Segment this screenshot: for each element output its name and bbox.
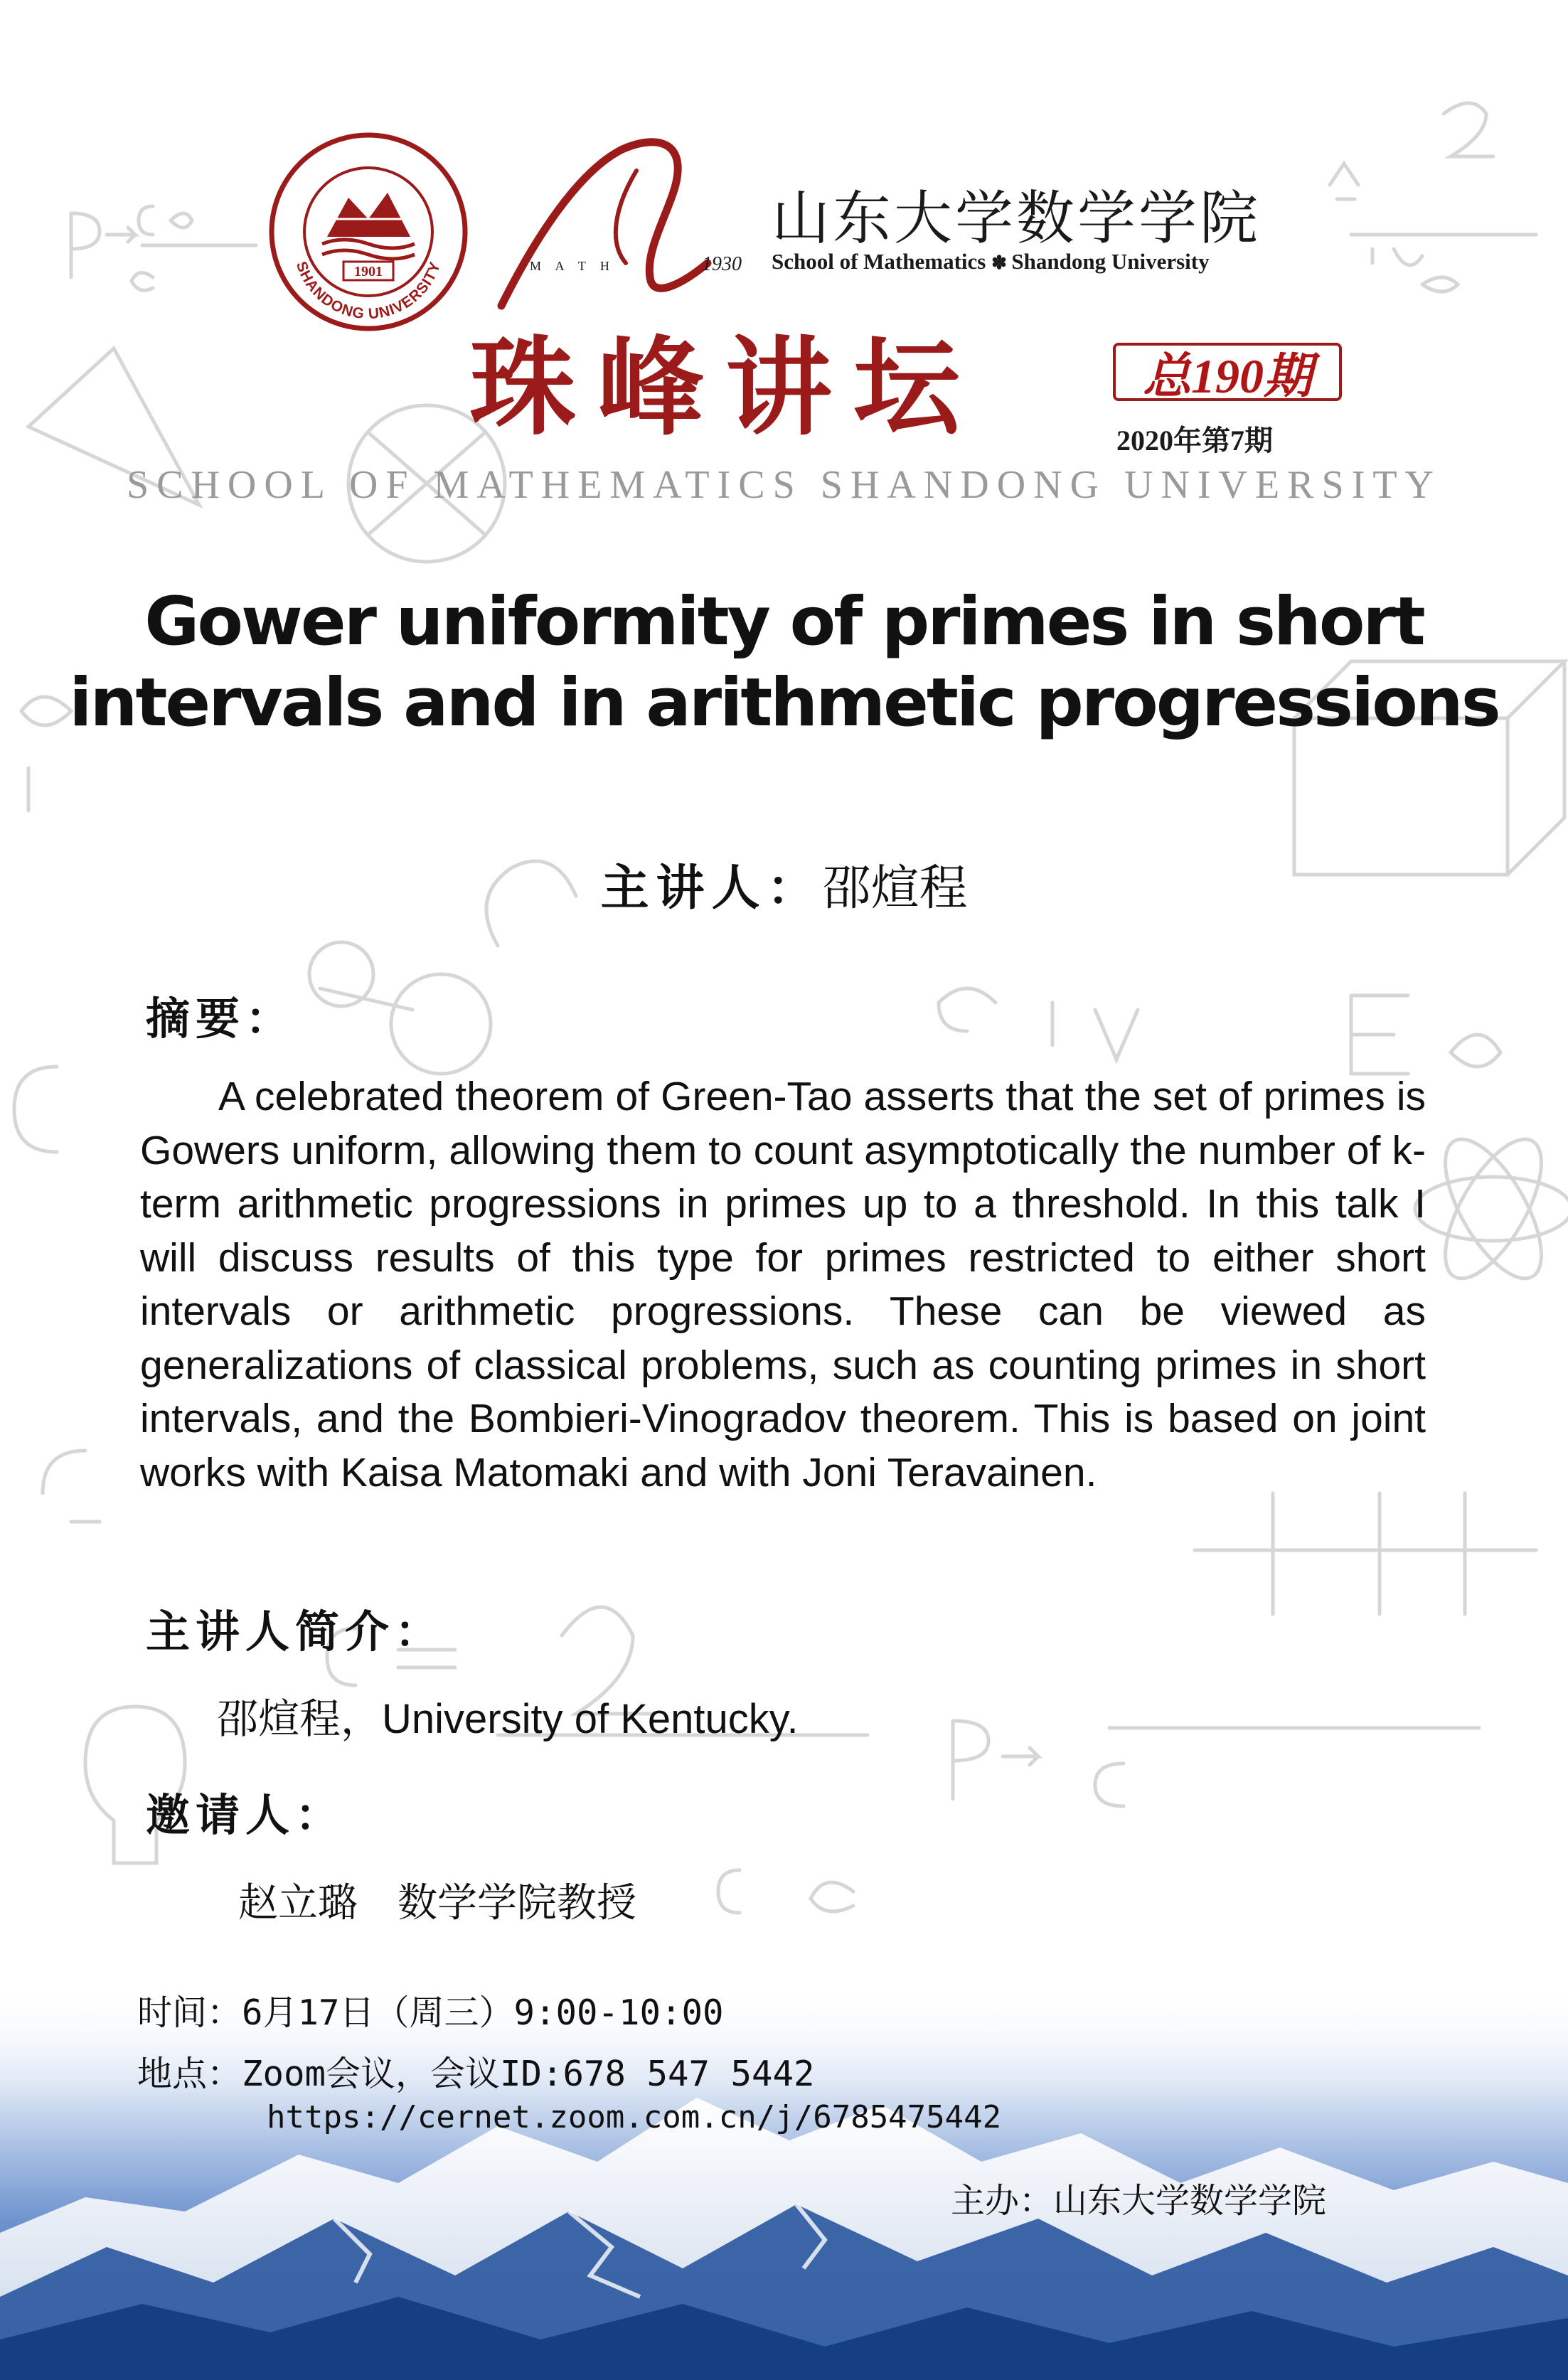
logo-word: M A T H <box>530 259 615 273</box>
issue-year: 2020年第7期 <box>1116 425 1273 457</box>
bio-text: 邵煊程，University of Kentucky. <box>217 1696 799 1742</box>
host-name: 赵立璐 <box>238 1880 358 1926</box>
flower-bullet-icon: ✽ <box>991 252 1012 273</box>
seal-year: 1901 <box>354 264 383 279</box>
organizer: 主办：山东大学数学学院 <box>951 2181 1327 2221</box>
math-1930-logo <box>473 128 772 320</box>
school-banner-en: SCHOOL OF MATHEMATICS SHANDONG UNIVERSITY <box>126 463 1441 507</box>
speaker-name: 邵煊程 <box>822 860 968 917</box>
bio-heading: 主讲人简介： <box>146 1606 445 1658</box>
school-name-en-left: School of Mathematics <box>772 249 986 274</box>
school-name-cn: 山东大学数学学院 <box>772 185 1262 252</box>
host-title: 数学学院教授 <box>398 1880 636 1926</box>
event-venue: 地点：Zoom会议，会议ID:678 547 5442 <box>137 2054 815 2094</box>
speaker-label: 主讲人： <box>600 860 823 917</box>
school-name-en <box>772 249 1210 274</box>
forum-title: 珠峰讲坛 <box>469 325 982 450</box>
talk-title: Gower uniformity of primes in short intervals and in arithmetic progressions <box>69 583 1499 742</box>
abstract-text: A celebrated theorem of Green-Tao asserts that the set of primes is Gowers uniform, allowing them to count asymptotically the number of k-term arithmetic progressions in primes up to a threshold. In this talk I will discuss results of this type for primes restricted to either short intervals or arithmetic progressions. These can be viewed as generalizations of classical problems, such as counting primes in short intervals, and the Bombieri-Vinogradov theorem. This is based on joint works with Kaisa Matomaki and with Joni Teravainen. <box>140 1074 1426 1495</box>
logo-year: 1930 <box>702 253 742 275</box>
seal-text: SHANDONG UNIVERSITY <box>292 259 444 323</box>
zoom-link[interactable]: https://cernet.zoom.com.cn/j/6785475442 <box>267 2099 1002 2135</box>
university-seal-logo <box>267 130 470 333</box>
school-name-en-right: Shandong University <box>1011 249 1210 274</box>
host-heading: 邀请人： <box>146 1789 346 1841</box>
issue-total-badge: 总190期 <box>1113 343 1342 401</box>
speaker-line <box>0 850 1568 919</box>
host-line <box>238 1872 636 1928</box>
abstract-heading: 摘要： <box>146 993 296 1045</box>
event-time: 时间：6月17日（周三）9:00-10:00 <box>137 1992 724 2033</box>
